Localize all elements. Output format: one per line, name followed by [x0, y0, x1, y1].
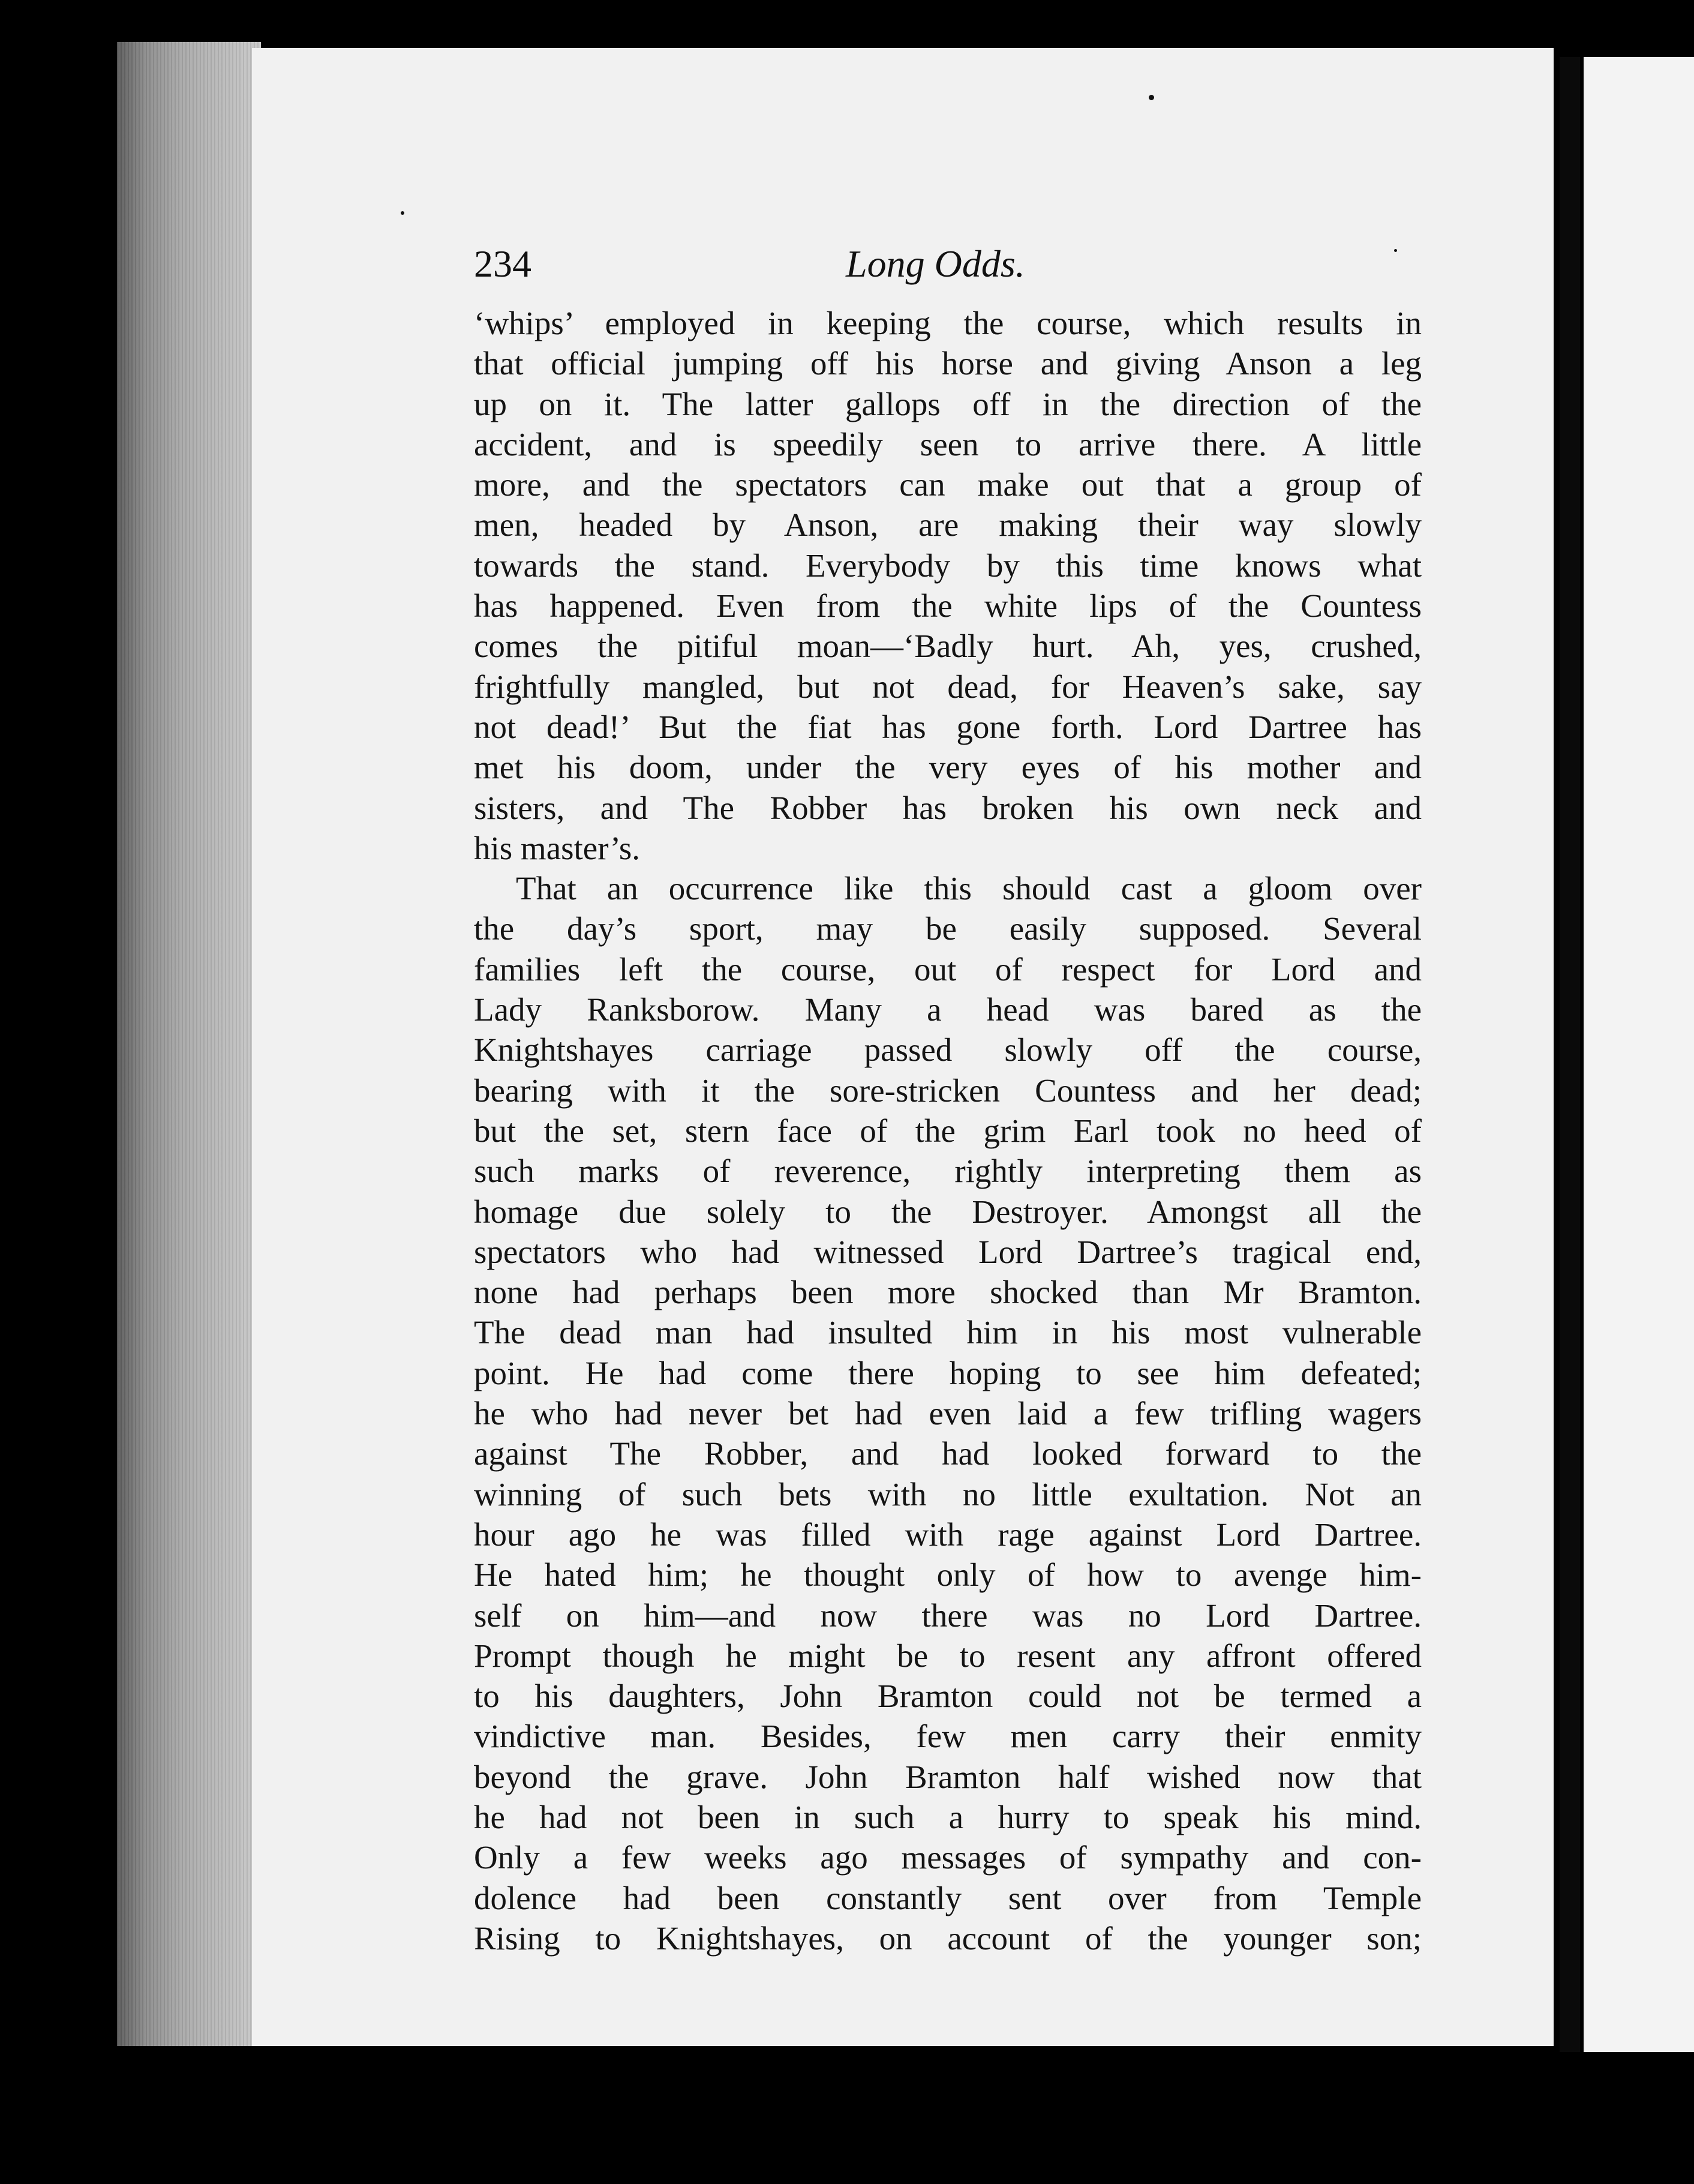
text-line: has happened. Even from the white lips of the Countess — [474, 587, 1422, 625]
text-line: frightfully mangled, but not dead, for Heaven’s sake, say — [474, 668, 1422, 705]
running-title: Long Odds. — [846, 242, 1025, 285]
text-line: bearing with it the sore-stricken Countess and her dead; — [474, 1072, 1422, 1109]
text-line: not dead!’ But the fiat has gone forth. Lord Dartree has — [474, 708, 1422, 745]
text-line: he had not been in such a hurry to speak his mind. — [474, 1798, 1422, 1835]
text-line: homage due solely to the Destroyer. Amongst all the — [474, 1193, 1422, 1230]
facing-page-edge — [1584, 57, 1694, 2052]
text-line: winning of such bets with no little exultation. Not an — [474, 1475, 1422, 1513]
text-line: spectators who had witnessed Lord Dartree’s tragical end, — [474, 1233, 1422, 1270]
text-line: Only a few weeks ago messages of sympathy and con- — [474, 1839, 1422, 1876]
text-line: families left the course, out of respect for Lord and — [474, 950, 1422, 988]
text-line: met his doom, under the very eyes of his mother and — [474, 749, 1422, 786]
body-text — [474, 303, 1422, 1958]
text-line: He hated him; he thought only of how to avenge him- — [474, 1556, 1422, 1594]
text-line: point. He had come there hoping to see him defeated; — [474, 1354, 1422, 1391]
text-line: vindictive man. Besides, few men carry their enmity — [474, 1718, 1422, 1755]
text-line: up on it. The latter gallops off in the direction of the — [474, 385, 1422, 422]
text-line: towards the stand. Everybody by this time knows what — [474, 547, 1422, 584]
text-line: Lady Ranksborow. Many a head was bared as the — [474, 991, 1422, 1028]
text-line: such marks of reverence, rightly interpreting them as — [474, 1153, 1422, 1190]
text-line: Rising to Knightshayes, on account of the younger son; — [474, 1919, 1422, 1957]
text-line: ‘whips’ employed in keeping the course, which results in — [474, 305, 1422, 341]
page-header — [474, 237, 1422, 291]
text-line: self on him—and now there was no Lord Dartree. — [474, 1597, 1422, 1634]
text-line: beyond the grave. John Bramton half wished now that — [474, 1758, 1422, 1795]
text-line: the day’s sport, may be easily supposed. Several — [474, 910, 1422, 947]
text-line: more, and the spectators can make out that a group of — [474, 466, 1422, 503]
text-line: Prompt though he might be to resent any affront offered — [474, 1637, 1422, 1674]
text-line: comes the pitiful moan—‘Badly hurt. Ah, yes, crushed, — [474, 628, 1422, 665]
print-speck — [1149, 95, 1154, 100]
text-line: none had perhaps been more shocked than Mr Bramton. — [474, 1274, 1422, 1311]
text-line: he who had never bet had even laid a few trifling wagers — [474, 1395, 1422, 1432]
text-line: hour ago he was filled with rage against Lord Dartree. — [474, 1516, 1422, 1553]
text-line: but the set, stern face of the grim Earl took no heed of — [474, 1112, 1422, 1149]
binding-shadow — [1560, 57, 1580, 2052]
text-line: to his daughters, John Bramton could not be termed a — [474, 1678, 1422, 1715]
page-number: 234 — [474, 242, 531, 285]
text-line: That an occurrence like this should cast a gloom over — [516, 870, 1422, 907]
text-line: his master’s. — [474, 829, 641, 866]
text-line: that official jumping off his horse and giving Anson a leg — [474, 345, 1422, 382]
book-page-edges — [117, 42, 261, 2046]
text-line: men, headed by Anson, are making their way slowly — [474, 506, 1422, 544]
text-line: accident, and is speedily seen to arrive there. A little — [474, 425, 1422, 463]
text-line: dolence had been constantly sent over from Temple — [474, 1879, 1422, 1916]
text-line: The dead man had insulted him in his most vulnerable — [474, 1314, 1422, 1351]
text-line: against The Robber, and had looked forward to the — [474, 1435, 1422, 1472]
print-speck — [401, 211, 404, 215]
text-line: Knightshayes carriage passed slowly off the course, — [474, 1031, 1422, 1069]
text-line: sisters, and The Robber has broken his own neck and — [474, 789, 1422, 826]
